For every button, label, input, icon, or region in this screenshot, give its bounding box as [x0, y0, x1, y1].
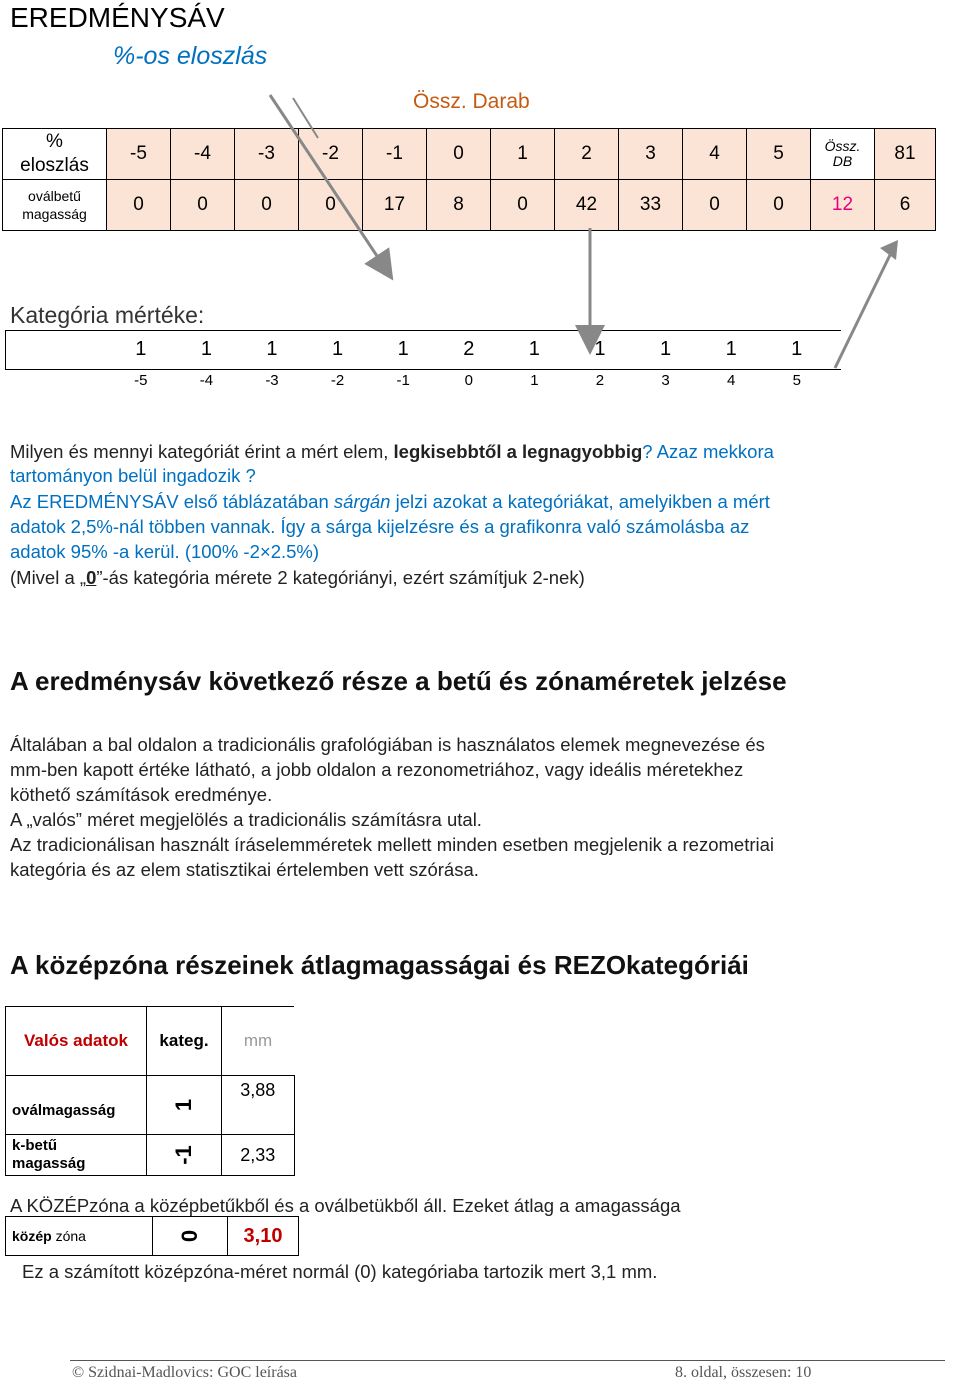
zone-label: közép zóna [6, 1217, 153, 1256]
paragraph-line: mm-ben kapott értéke látható, a jobb oldalon a rezonometriához, vagy ideális méretekhez [10, 759, 744, 780]
value-cell: 42 [555, 180, 619, 231]
category-size-value: 1 [659, 338, 672, 360]
value-cell: 8 [427, 180, 491, 231]
category-cell: 4 [683, 129, 747, 180]
zone-kat: 0 [153, 1217, 228, 1256]
value-cell: 0 [683, 180, 747, 231]
category-cell: 1 [491, 129, 555, 180]
paragraph-question: Milyen és mennyi kategóriát érint a mért elem, legkisebbtől a legnagyobbig? Azaz mekkora [10, 441, 774, 462]
footer-right: 8. oldal, összesen: 10 [675, 1364, 812, 1381]
annotation-arrows [0, 0, 960, 420]
kat-cell: 1 [147, 1076, 222, 1135]
axis-tick-label: 1 [530, 372, 539, 389]
category-cell: 5 [747, 129, 811, 180]
total-count-label: Össz. Darab [413, 90, 530, 113]
ossz-db-label: Össz. DB [811, 129, 875, 180]
arrow-line [835, 255, 890, 368]
header-mm: mm [222, 1007, 295, 1076]
category-size-value: 1 [266, 338, 278, 360]
axis-tick-label: -5 [134, 372, 148, 389]
table-row [6, 1135, 295, 1176]
zone-table [5, 1216, 299, 1256]
category-size-value: 1 [200, 338, 212, 360]
value-cell: 17 [363, 180, 427, 231]
category-size-value: 1 [397, 338, 409, 360]
page-title: EREDMÉNYSÁV [10, 2, 225, 33]
category-size-value: 1 [594, 338, 606, 360]
category-cell: -5 [107, 129, 171, 180]
axis-tick-label: 5 [792, 372, 801, 389]
paragraph-line: kategória és az elem statisztikai értelemben vett szórása. [10, 859, 479, 880]
paragraph-line: Az tradicionálisan használt íráselemméretek mellett minden esetben megjelenik a rezometriai [10, 834, 775, 855]
category-size-value: 1 [725, 338, 737, 360]
value-cell: 0 [747, 180, 811, 231]
axis-tick-label: -4 [199, 372, 214, 389]
arrow-line [293, 98, 318, 138]
mm-cell: 2,33 [222, 1135, 295, 1176]
paragraph-line: köthető számítások eredménye. [10, 784, 273, 805]
paragraph-line: A KÖZÉPzóna a középbetűkből és a oválbetükből áll. Ezeket átlag a amagassága [10, 1195, 681, 1216]
table-row [6, 1007, 295, 1076]
axis-tick-label: 4 [726, 372, 736, 389]
category-size-value: 1 [135, 338, 147, 360]
category-cell: -1 [363, 129, 427, 180]
category-cell: 0 [427, 129, 491, 180]
category-cell: 2 [555, 129, 619, 180]
axis-tick-label: -1 [396, 372, 410, 389]
section-heading: A eredménysáv következő része a betű és zónaméretek jelzése [10, 666, 787, 696]
paragraph-line: A „valós” méret megjelölés a tradicionális számításra utal. [10, 809, 482, 830]
zone-mm: 3,10 [228, 1217, 299, 1256]
category-cell: -3 [235, 129, 299, 180]
category-size-value: 2 [463, 338, 475, 360]
page-subtitle: %-os eloszlás [113, 42, 268, 70]
footer-divider [70, 1360, 945, 1361]
category-size-value: 1 [332, 338, 344, 360]
paragraph-line: Az EREDMÉNYSÁV első táblázatában sárgán jelzi azokat a kategóriákat, amelyikben a mért [10, 491, 770, 512]
category-size-label: Kategória mértéke: [10, 302, 205, 328]
category-cell: -2 [299, 129, 363, 180]
arrow-line [270, 95, 385, 268]
paragraph-question-cont: tartományon belül ingadozik ? [10, 465, 256, 486]
axis-tick-label: 0 [464, 372, 473, 389]
middle-zone-table [5, 1006, 295, 1176]
footer-left: © Szidnai-Madlovics: GOC leírása [72, 1364, 297, 1381]
total-top-cell: 81 [875, 129, 936, 180]
category-cell: 3 [619, 129, 683, 180]
value-cell: 0 [235, 180, 299, 231]
header-kateg: kateg. [147, 1007, 222, 1076]
value-cell: 0 [491, 180, 555, 231]
paragraph-line: Ez a számított középzóna-méret normál (0) kategóriaba tartozik mert 3,1 mm. [22, 1261, 658, 1282]
paragraph-line: adatok 2,5%-nál többen vannak. Így a sárga kijelzésre és a grafikonra való számolásba az [10, 516, 750, 537]
table-row [6, 1217, 299, 1256]
category-cell: -4 [171, 129, 235, 180]
row-label-percent: % eloszlás [3, 129, 107, 180]
ossz-db-value: 12 [811, 180, 875, 231]
value-cell: 0 [299, 180, 363, 231]
category-size-value: 1 [528, 338, 540, 360]
axis-tick-label: 2 [595, 372, 605, 389]
value-cell: 0 [171, 180, 235, 231]
axis-tick-label: 3 [661, 372, 670, 389]
row-label-oval: oválbetű magasság [3, 180, 107, 231]
total-bottom-cell: 6 [875, 180, 936, 231]
category-size-value: 1 [791, 338, 803, 360]
paragraph-line: Általában a bal oldalon a tradicionális grafológiában is használatos elemek megnevezése és [10, 734, 765, 755]
section-heading: A középzóna részeinek átlagmagasságai és REZOkategóriái [10, 950, 749, 980]
axis-tick-label: -3 [265, 372, 279, 389]
value-cell: 0 [107, 180, 171, 231]
row-label: k-betű magasság [6, 1135, 147, 1176]
header-valos: Valós adatok [6, 1007, 147, 1076]
kat-cell: -1 [147, 1135, 222, 1176]
paragraph-line: (Mivel a „0”-ás kategória mérete 2 kategóriányi, ezért számítjuk 2-nek) [10, 567, 585, 588]
axis-tick-label: -2 [330, 372, 345, 389]
paragraph-line: adatok 95% -a kerül. (100% -2×2.5%) [10, 541, 320, 562]
row-label: oválmagasság [6, 1076, 147, 1135]
table-row [6, 1076, 295, 1135]
value-cell: 33 [619, 180, 683, 231]
mm-cell: 3,88 [222, 1076, 295, 1135]
